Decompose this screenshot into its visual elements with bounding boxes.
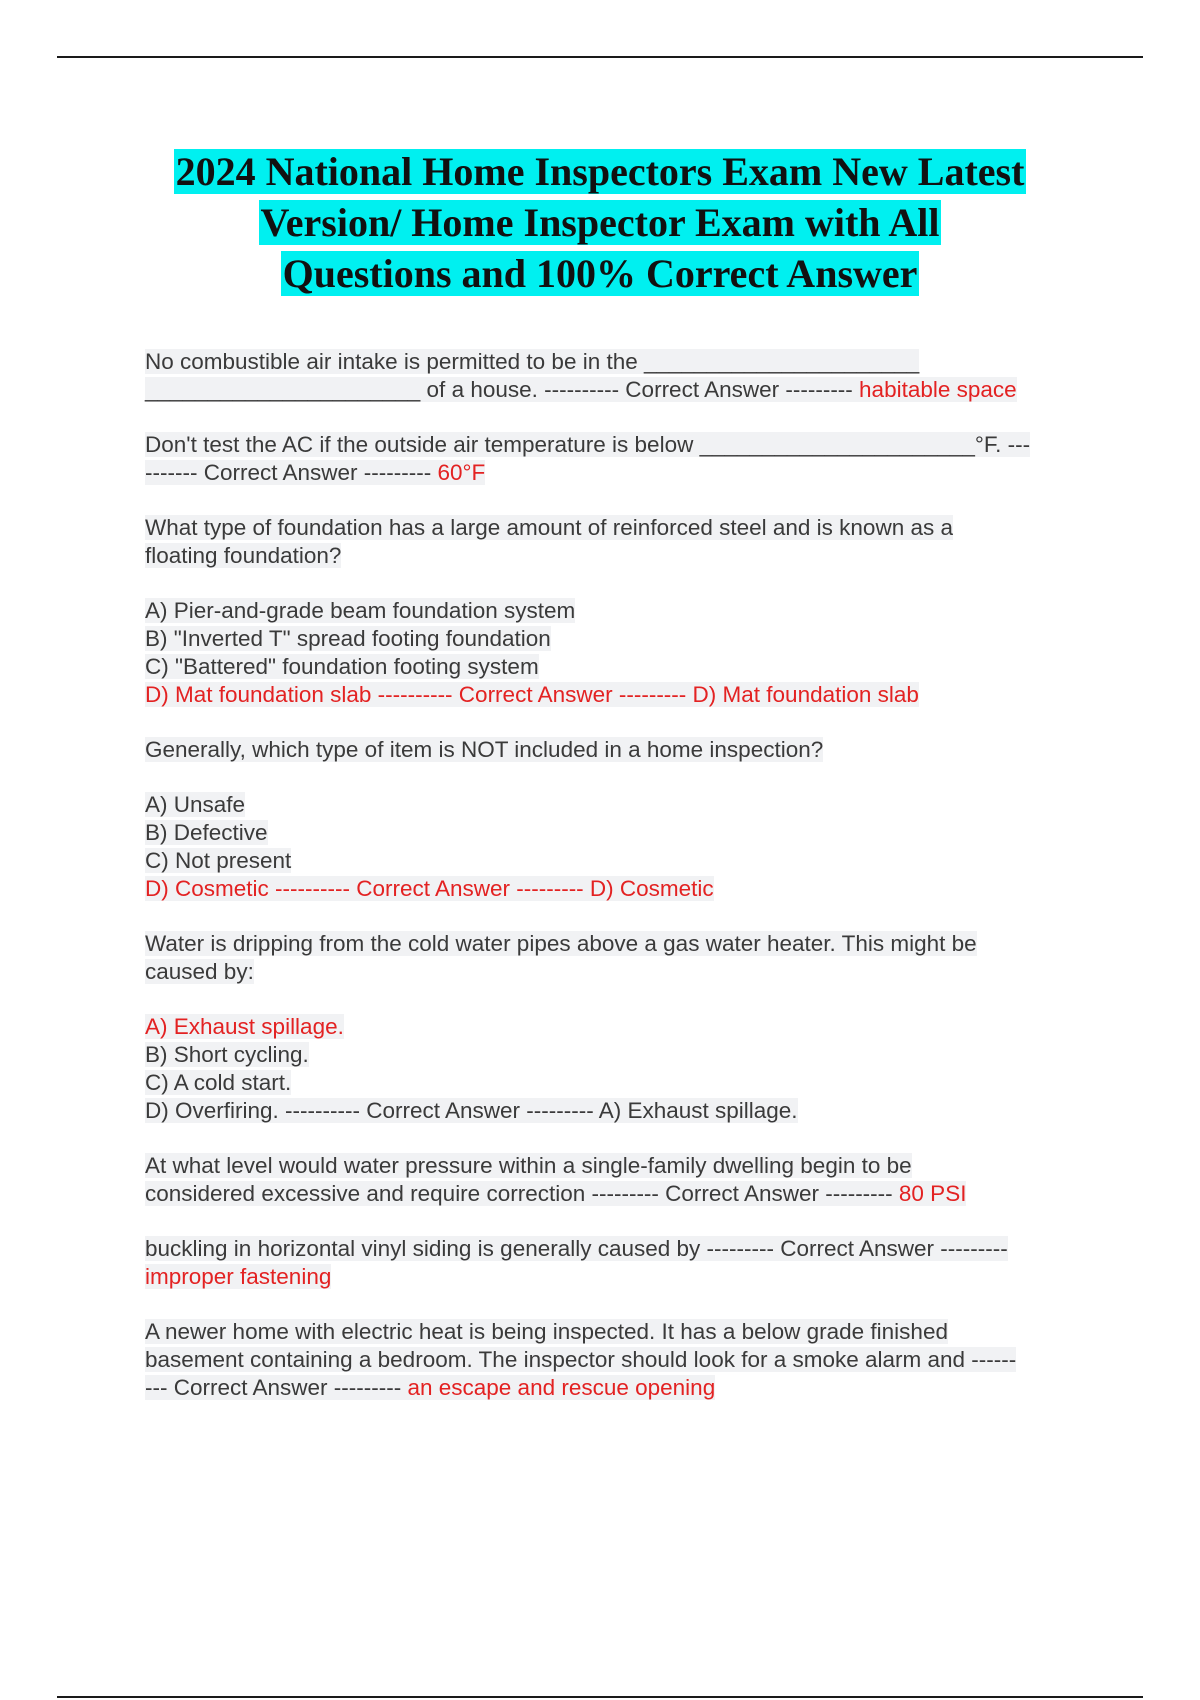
question-1-text-cont: ______________________ of a house. ---------- Correct Answer --------- (145, 377, 860, 402)
question-2-text: Don't test the AC if the outside air temperature is below ______________________°F. --- (145, 432, 1031, 457)
question-4-option-a: A) Unsafe (145, 792, 246, 817)
question-4 (145, 736, 1090, 903)
question-4-option-b: B) Defective (145, 820, 268, 845)
question-4-text: Generally, which type of item is NOT included in a home inspection? (145, 737, 824, 762)
question-5-text-cont: caused by: (145, 959, 254, 984)
question-3 (145, 514, 1090, 709)
question-6-answer: 80 PSI (898, 1181, 967, 1206)
question-7 (145, 1235, 1090, 1291)
question-8-text-cont-2: --- Correct Answer --------- (145, 1375, 408, 1400)
question-3-option-a: A) Pier-and-grade beam foundation system (145, 598, 576, 623)
question-8-text: A newer home with electric heat is being inspected. It has a below grade finished (145, 1319, 948, 1344)
top-divider (57, 56, 1143, 58)
question-2 (145, 431, 1090, 487)
question-1 (145, 348, 1090, 404)
question-3-option-b: B) "Inverted T" spread footing foundation (145, 626, 551, 651)
question-3-text: What type of foundation has a large amount of reinforced steel and is known as a (145, 515, 953, 540)
question-4-answer: D) Cosmetic ---------- Correct Answer --------- D) Cosmetic (145, 876, 714, 901)
question-6 (145, 1152, 1090, 1208)
question-2-answer: 60°F (437, 460, 486, 485)
question-5-text: Water is dripping from the cold water pipes above a gas water heater. This might be (145, 931, 977, 956)
question-1-answer: habitable space (859, 377, 1017, 402)
question-5-answer: D) Overfiring. ---------- Correct Answer --------- A) Exhaust spillage. (145, 1098, 798, 1123)
question-8-answer: an escape and rescue opening (407, 1375, 716, 1400)
question-6-text-cont: considered excessive and require correction --------- Correct Answer --------- (145, 1181, 899, 1206)
question-4-option-c: C) Not present (145, 848, 292, 873)
title-line-3: Questions and 100% Correct Answer (282, 251, 918, 296)
title-line-1: 2024 National Home Inspectors Exam New Latest (175, 149, 1025, 194)
document-title (100, 146, 1100, 299)
question-3-option-c: C) "Battered" foundation footing system (145, 654, 539, 679)
question-3-answer: D) Mat foundation slab ---------- Correct Answer --------- D) Mat foundation slab (145, 682, 919, 707)
question-3-text-cont: floating foundation? (145, 543, 342, 568)
question-8-text-cont: basement containing a bedroom. The inspector should look for a smoke alarm and ------ (145, 1347, 1017, 1372)
question-1-text: No combustible air intake is permitted to be in the ______________________ (145, 349, 920, 374)
question-8 (145, 1318, 1090, 1402)
question-list (145, 348, 1090, 1429)
question-2-text-cont: ------- Correct Answer --------- (145, 460, 438, 485)
title-line-2: Version/ Home Inspector Exam with All (260, 200, 940, 245)
question-7-answer: improper fastening (145, 1264, 332, 1289)
bottom-divider (57, 1696, 1143, 1698)
question-5 (145, 930, 1090, 1125)
question-5-option-c: C) A cold start. (145, 1070, 292, 1095)
question-5-option-b: B) Short cycling. (145, 1042, 309, 1067)
question-6-text: At what level would water pressure within a single-family dwelling begin to be (145, 1153, 912, 1178)
question-7-text: buckling in horizontal vinyl siding is generally caused by --------- Correct Answer --------- (145, 1236, 1008, 1261)
question-5-option-a: A) Exhaust spillage. (145, 1014, 344, 1039)
